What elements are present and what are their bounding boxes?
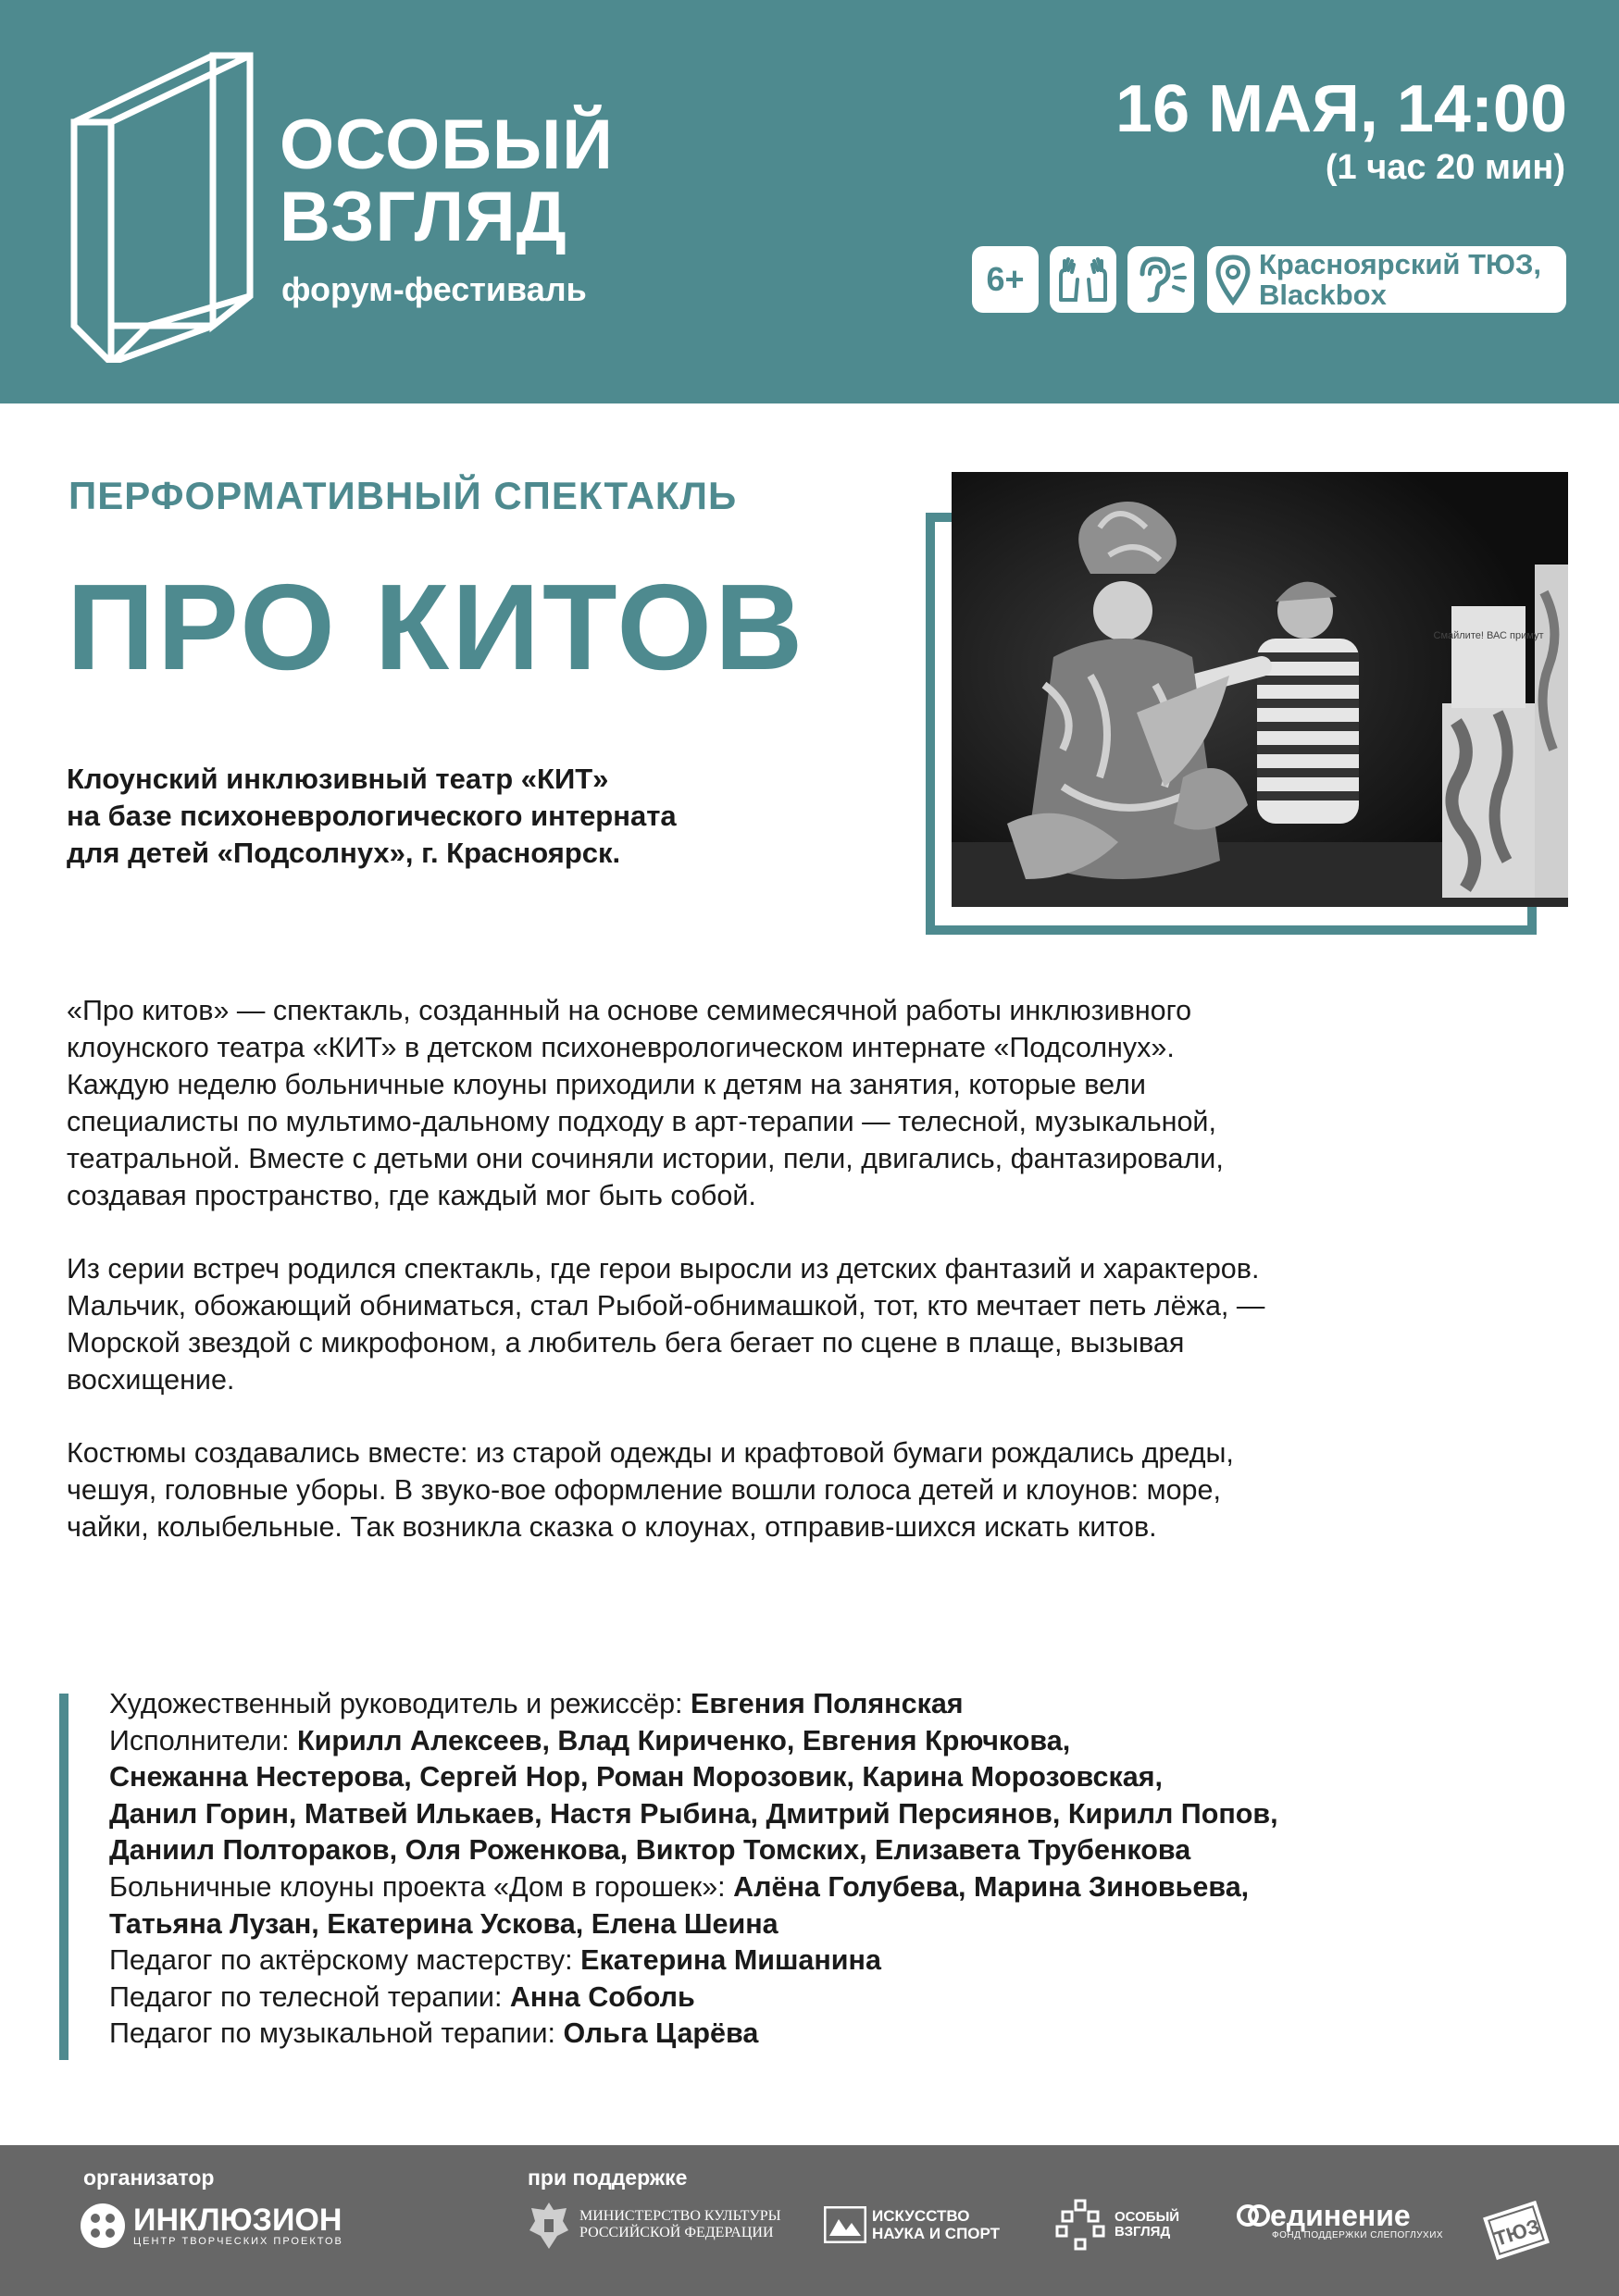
union-symbol-icon	[1237, 2202, 1270, 2229]
credit-name: Евгения Полянская	[691, 1688, 964, 1719]
credit-label: Исполнители:	[109, 1724, 298, 1756]
osoby-vzglyad-logo	[1055, 2199, 1179, 2251]
logo-frame-icon	[65, 48, 259, 363]
credit-name: Алёна Голубева, Марина Зиновьева,	[733, 1870, 1250, 1903]
union-sub: ФОНД ПОДДЕРЖКИ СЛЕПОГЛУХИХ	[1272, 2230, 1444, 2240]
description-line: клоунского театра «КИТ» в детском психоневрологическом интернате «Подсолнух».	[67, 1032, 1175, 1063]
festival-name	[280, 105, 614, 256]
description-line: создавая пространство, где каждый мог быть собой.	[67, 1180, 756, 1211]
description-line: театральной. Вместе с детьми они сочиняли истории, пели, двигались, фантазировали,	[67, 1143, 1224, 1174]
age-badge: 6+	[972, 246, 1039, 313]
credit-music-therapy	[109, 2016, 1590, 2053]
coat-of-arms-icon	[526, 2199, 572, 2251]
credit-label: Педагог по актёрскому мастерству:	[109, 1944, 581, 1977]
credit-name: Екатерина Мишанина	[580, 1944, 881, 1977]
description-line: специалисты по мультимо-дальному подходу в арт-терапии — телесной, музыкальной,	[67, 1106, 1216, 1137]
support-label: при поддержке	[528, 2166, 688, 2190]
description-line: чешуя, головные уборы. В звуко-вое оформление вошли голоса детей и клоунов: море,	[67, 1474, 1221, 1506]
inclusion-logo	[80, 2203, 343, 2249]
organizer-label: организатор	[83, 2166, 215, 2190]
description-line: чайки, колыбельные. Так возникла сказка о клоунах, отправив-шихся искать китов.	[67, 1511, 1157, 1543]
credit-name: Анна Соболь	[509, 1980, 695, 2013]
union-name: единение	[1270, 2199, 1411, 2232]
venue-line2: Blackbox	[1259, 279, 1387, 311]
credit-performers-cont	[109, 1796, 1590, 1833]
credit-performers-cont	[109, 1759, 1590, 1796]
photo-sign-text: Смайлите! ВАС примут	[1433, 630, 1544, 641]
logo-line1: ОСОБЫЙ	[280, 105, 614, 184]
credit-performers	[109, 1723, 1590, 1760]
credit-label: Больничные клоуны проекта «Дом в горошек»:	[109, 1870, 734, 1903]
credit-name: Ольга Царёва	[563, 2017, 759, 2050]
organization-info	[67, 761, 900, 872]
description-line: Мальчик, обожающий обниматься, стал Рыбой-обнимашкой, тот, кто мечтает петь лёжа, —	[67, 1290, 1265, 1322]
description-paragraph	[67, 1434, 1566, 1545]
credit-label: Педагог по музыкальной терапии:	[109, 2017, 564, 2050]
credit-name: Кирилл Алексеев, Влад Кириченко, Евгения Крючкова,	[297, 1724, 1071, 1756]
art-line2: НАУКА И СПОРТ	[872, 2225, 1001, 2242]
sign-language-badge	[1050, 246, 1116, 313]
credit-clowns	[109, 1869, 1590, 1906]
inclusion-name: ИНКЛЮЗИОН	[133, 2203, 342, 2238]
credit-director	[109, 1686, 1590, 1723]
event-genre: ПЕРФОРМАТИВНЫЙ СПЕКТАКЛЬ	[68, 474, 738, 517]
osoby-line1: ОСОБЫЙ	[1115, 2209, 1180, 2225]
art-science-icon	[824, 2206, 866, 2243]
org-line: Клоунский инклюзивный театр «КИТ»	[67, 763, 609, 795]
union-logo	[1237, 2201, 1443, 2240]
credit-acting	[109, 1942, 1590, 1980]
event-title: ПРО КИТОВ	[67, 559, 806, 695]
hearing-badge	[1127, 246, 1194, 313]
description-line: Из серии встреч родился спектакль, где герои выросли из детских фантазий и характеров.	[67, 1253, 1260, 1285]
ministry-line2: РОССИЙСКОЙ ФЕДЕРАЦИИ	[579, 2225, 774, 2240]
art-line1: ИСКУССТВО	[872, 2207, 970, 2225]
location-pin-icon	[1214, 254, 1252, 305]
description-line: Каждую неделю больничные клоуны приходили к детям на занятия, которые вели	[67, 1069, 1146, 1100]
credit-name: Даниил Полтораков, Оля Роженкова, Виктор Томских, Елизавета Трубенкова	[109, 1834, 1191, 1867]
description-line: Костюмы создавались вместе: из старой одежды и крафтовой бумаги рождались дреды,	[67, 1437, 1234, 1469]
performance-photo	[952, 472, 1568, 907]
credit-clowns-cont	[109, 1906, 1590, 1943]
tuz-stamp-icon	[1477, 2191, 1555, 2269]
osoby-vzglyad-icon	[1055, 2199, 1107, 2251]
ministry-logo	[526, 2199, 781, 2251]
description-line: восхищение.	[67, 1364, 235, 1396]
art-science-logo	[824, 2206, 1000, 2243]
ministry-line1: МИНИСТЕРСТВО КУЛЬТУРЫ	[579, 2208, 781, 2224]
venue-badge	[1207, 246, 1566, 313]
hearing-assist-icon	[1133, 254, 1189, 305]
description-line: «Про китов» — спектакль, созданный на основе семимесячной работы инклюзивного	[67, 995, 1192, 1026]
org-line: на базе психоневрологического интерната	[67, 800, 677, 832]
credits-block	[109, 1686, 1590, 2053]
inclusion-dots-icon	[80, 2203, 126, 2249]
osoby-line2: ВЗГЛЯД	[1115, 2224, 1171, 2240]
description-paragraph	[67, 992, 1566, 1214]
description-line: Морской звездой с микрофоном, а любитель бега бегает по сцене в плаще, вызывая	[67, 1327, 1185, 1359]
credit-name: Татьяна Лузан, Екатерина Ускова, Елена Шеина	[109, 1907, 778, 1940]
logo-subtitle: форум-фестиваль	[281, 270, 587, 308]
tuz-logo	[1477, 2191, 1555, 2269]
sign-language-icon	[1055, 255, 1111, 304]
logo-line2: ВЗГЛЯД	[280, 178, 567, 256]
description-paragraph	[67, 1250, 1566, 1398]
credit-label: Художественный руководитель и режиссёр:	[109, 1688, 691, 1719]
tuz-text: ТЮЗ	[1491, 2214, 1543, 2251]
credit-label: Педагог по телесной терапии:	[109, 1980, 510, 2013]
event-date: 16 МАЯ, 14:00	[1115, 72, 1567, 146]
event-description	[67, 992, 1566, 1582]
event-duration: (1 час 20 мин)	[1325, 148, 1565, 187]
venue-text	[1259, 249, 1541, 310]
credits-accent-bar	[59, 1694, 68, 2060]
inclusion-sub: ЦЕНТР ТВОРЧЕСКИХ ПРОЕКТОВ	[133, 2236, 343, 2247]
credit-name: Снежанна Нестерова, Сергей Нор, Роман Морозовик, Карина Морозовская,	[109, 1761, 1164, 1793]
credit-body-therapy	[109, 1980, 1590, 2017]
credit-name: Данил Горин, Матвей Илькаев, Настя Рыбина, Дмитрий Персиянов, Кирилл Попов,	[109, 1797, 1278, 1830]
org-line: для детей «Подсолнух», г. Красноярск.	[67, 837, 621, 869]
venue-line1: Красноярский ТЮЗ,	[1259, 248, 1542, 280]
credit-performers-cont	[109, 1832, 1590, 1869]
